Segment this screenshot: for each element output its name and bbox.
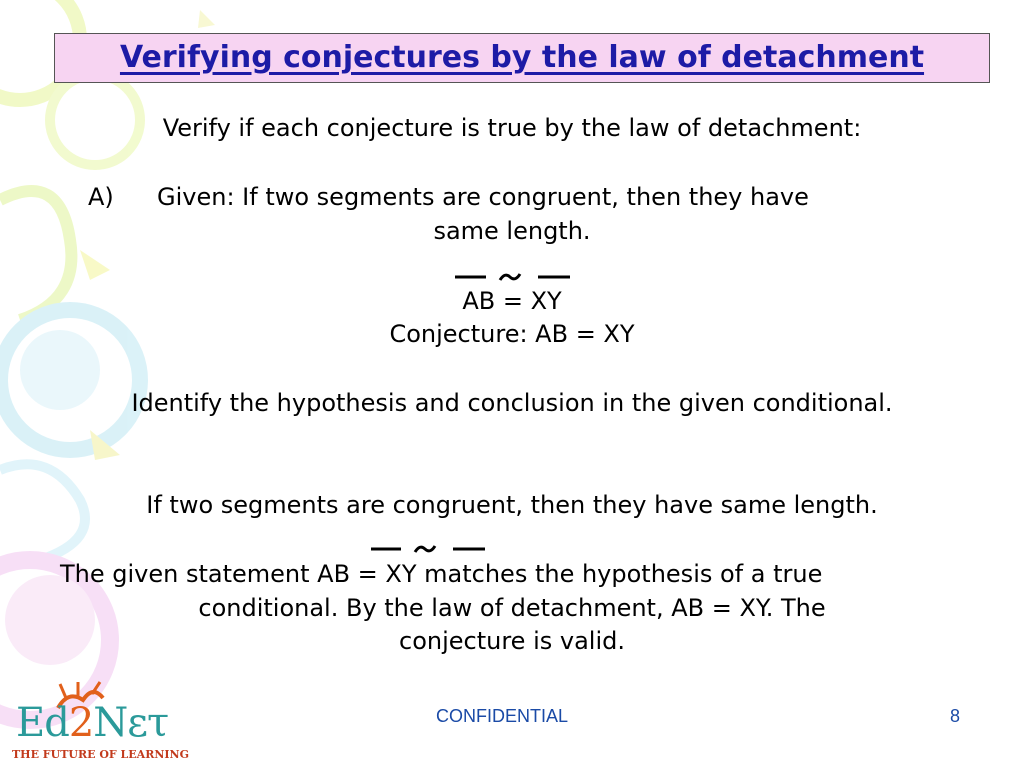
conjecture-text: Conjecture: AB = XY <box>389 320 635 348</box>
logo-tagline: THE FUTURE OF LEARNING <box>12 748 189 761</box>
title-banner <box>54 33 990 83</box>
conclusion-line3: conjecture is valid. <box>399 627 625 655</box>
item-a-label: A) <box>88 183 114 211</box>
logo-text-two: 2 <box>68 700 94 746</box>
conditional-text: If two segments are congruent, then they have same length. <box>146 491 878 519</box>
conclusion-line2: conditional. By the law of detachment, AB = XY. The <box>198 594 826 622</box>
slide-title: Verifying conjectures by the law of detachment <box>119 40 925 75</box>
logo-text-left: Ed <box>16 700 69 746</box>
logo-text-right: Nετ <box>93 700 169 746</box>
instruction-text: Identify the hypothesis and conclusion in the given conditional. <box>131 389 893 417</box>
ed2net-logo <box>8 680 189 766</box>
item-a-given-line2: same length. <box>433 217 591 245</box>
conclusion-line1: The given statement AB = XY matches the hypothesis of a true <box>60 560 823 588</box>
footer-confidential: CONFIDENTIAL <box>436 706 569 726</box>
congruence-statement: AB = XY <box>462 287 562 315</box>
intro-text: Verify if each conjecture is true by the law of detachment: <box>162 114 862 142</box>
item-a-given-line1: Given: If two segments are congruent, then they have <box>157 183 809 211</box>
footer-page-number: 8 <box>950 706 961 726</box>
logo-wordmark <box>16 700 168 746</box>
